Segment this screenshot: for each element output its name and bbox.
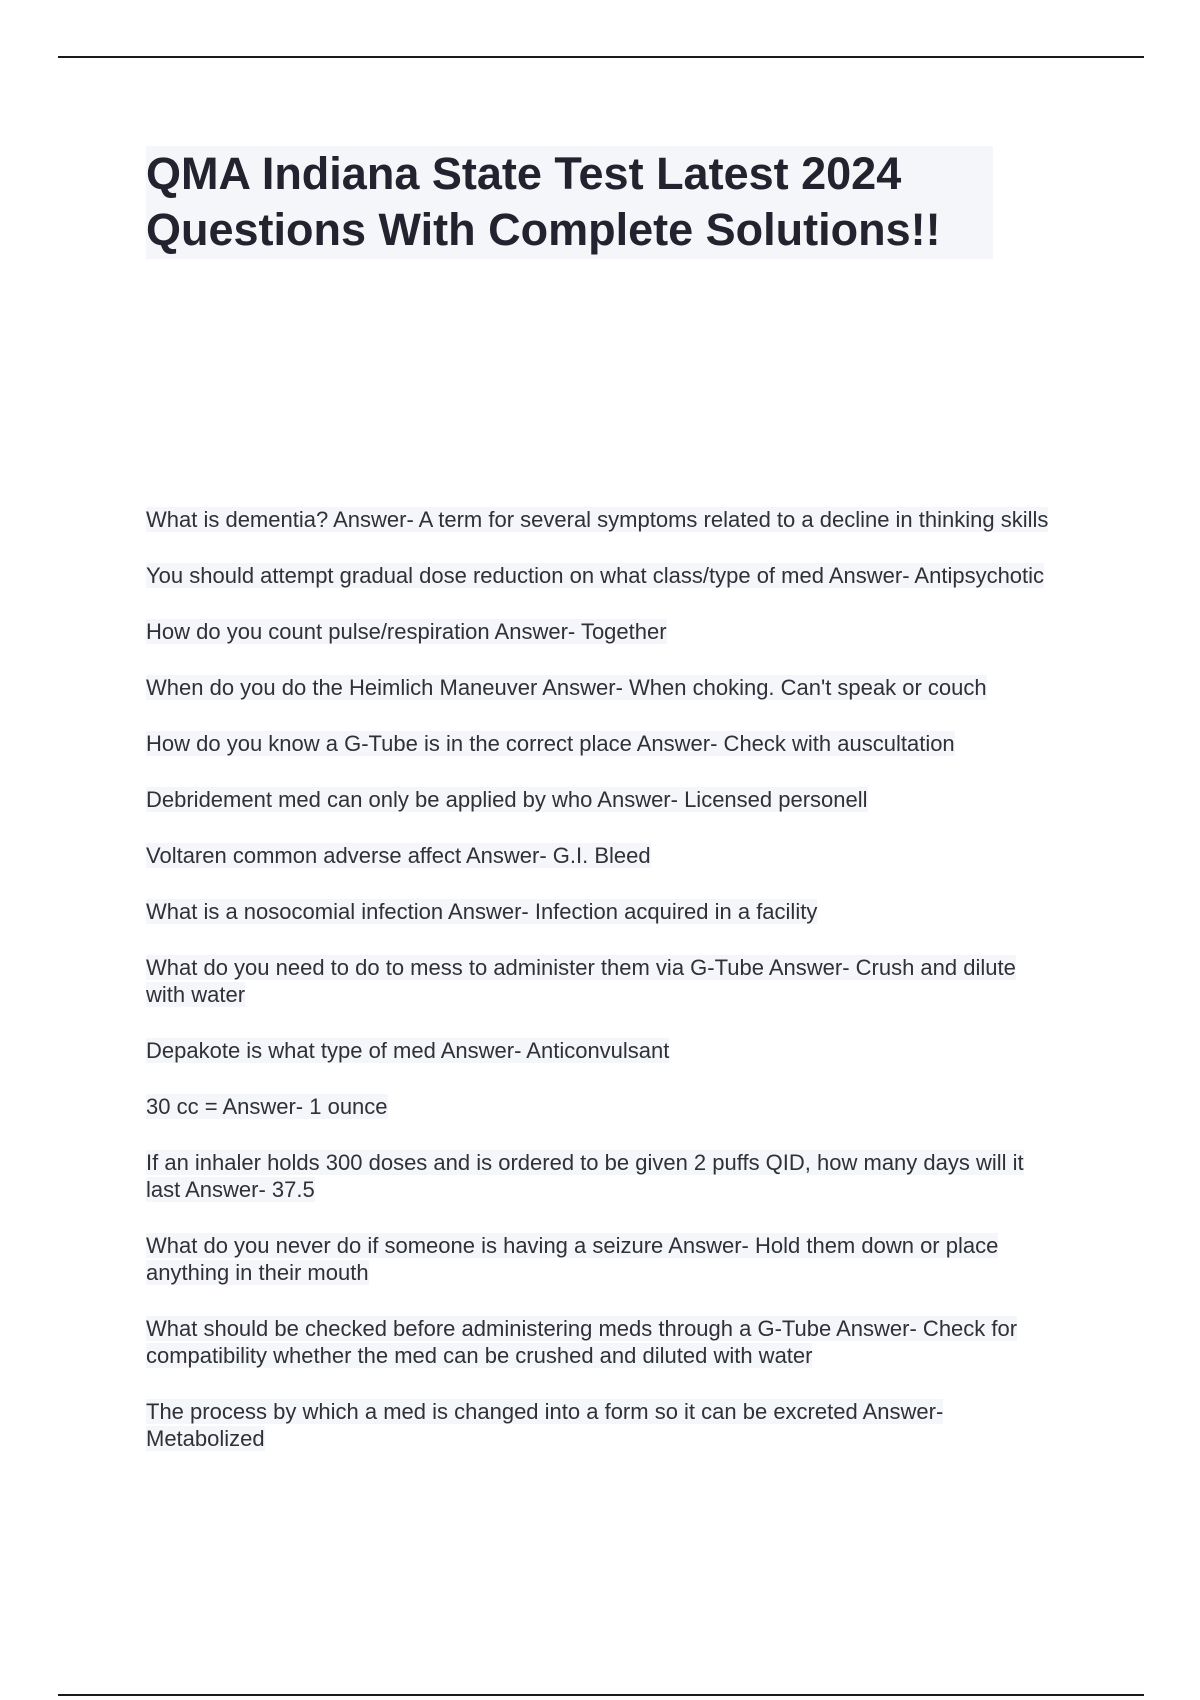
- qa-item: [146, 1149, 1056, 1203]
- qa-text: 30 cc = Answer- 1 ounce: [146, 1094, 388, 1119]
- title-line-1: QMA Indiana State Test Latest 2024: [146, 148, 902, 199]
- qa-item: [146, 618, 1056, 645]
- qa-text: What is dementia? Answer- A term for several symptoms related to a decline in thinking skills: [146, 507, 1049, 532]
- title-line-2: Questions With Complete Solutions!!: [146, 204, 941, 255]
- qa-text: When do you do the Heimlich Maneuver Answer- When choking. Can't speak or couch: [146, 675, 987, 700]
- qa-item: [146, 730, 1056, 757]
- qa-item: [146, 1037, 1056, 1064]
- qa-text: If an inhaler holds 300 doses and is ordered to be given 2 puffs QID, how many days will it last Answer- 37.5: [146, 1150, 1024, 1202]
- qa-item: [146, 1093, 1056, 1120]
- qa-item: [146, 1315, 1056, 1369]
- qa-text: What do you need to do to mess to administer them via G-Tube Answer- Crush and dilute with water: [146, 955, 1016, 1007]
- qa-item: [146, 562, 1056, 589]
- qa-item: [146, 898, 1056, 925]
- qa-item: [146, 842, 1056, 869]
- qa-text: What is a nosocomial infection Answer- Infection acquired in a facility: [146, 899, 818, 924]
- document-title: [146, 146, 993, 259]
- qa-text: How do you know a G-Tube is in the correct place Answer- Check with auscultation: [146, 731, 955, 756]
- qa-list: [146, 506, 1056, 1481]
- document-page: [146, 146, 1056, 1451]
- qa-text: What should be checked before administering meds through a G-Tube Answer- Check for compatibility whether the med can be crushed and diluted with water: [146, 1316, 1018, 1368]
- qa-text: You should attempt gradual dose reduction on what class/type of med Answer- Antipsychotic: [146, 563, 1045, 588]
- qa-item: [146, 506, 1056, 533]
- qa-item: [146, 1398, 1056, 1452]
- qa-text: What do you never do if someone is having a seizure Answer- Hold them down or place anything in their mouth: [146, 1233, 999, 1285]
- qa-item: [146, 954, 1056, 1008]
- qa-text: Voltaren common adverse affect Answer- G.I. Bleed: [146, 843, 651, 868]
- qa-item: [146, 674, 1056, 701]
- bottom-rule: [58, 1694, 1144, 1696]
- top-rule: [58, 56, 1144, 58]
- qa-text: Debridement med can only be applied by who Answer- Licensed personell: [146, 787, 868, 812]
- qa-item: [146, 1232, 1056, 1286]
- qa-text: How do you count pulse/respiration Answer- Together: [146, 619, 667, 644]
- qa-text: Depakote is what type of med Answer- Anticonvulsant: [146, 1038, 670, 1063]
- qa-item: [146, 786, 1056, 813]
- qa-text: The process by which a med is changed into a form so it can be excreted Answer- Metabolized: [146, 1399, 944, 1451]
